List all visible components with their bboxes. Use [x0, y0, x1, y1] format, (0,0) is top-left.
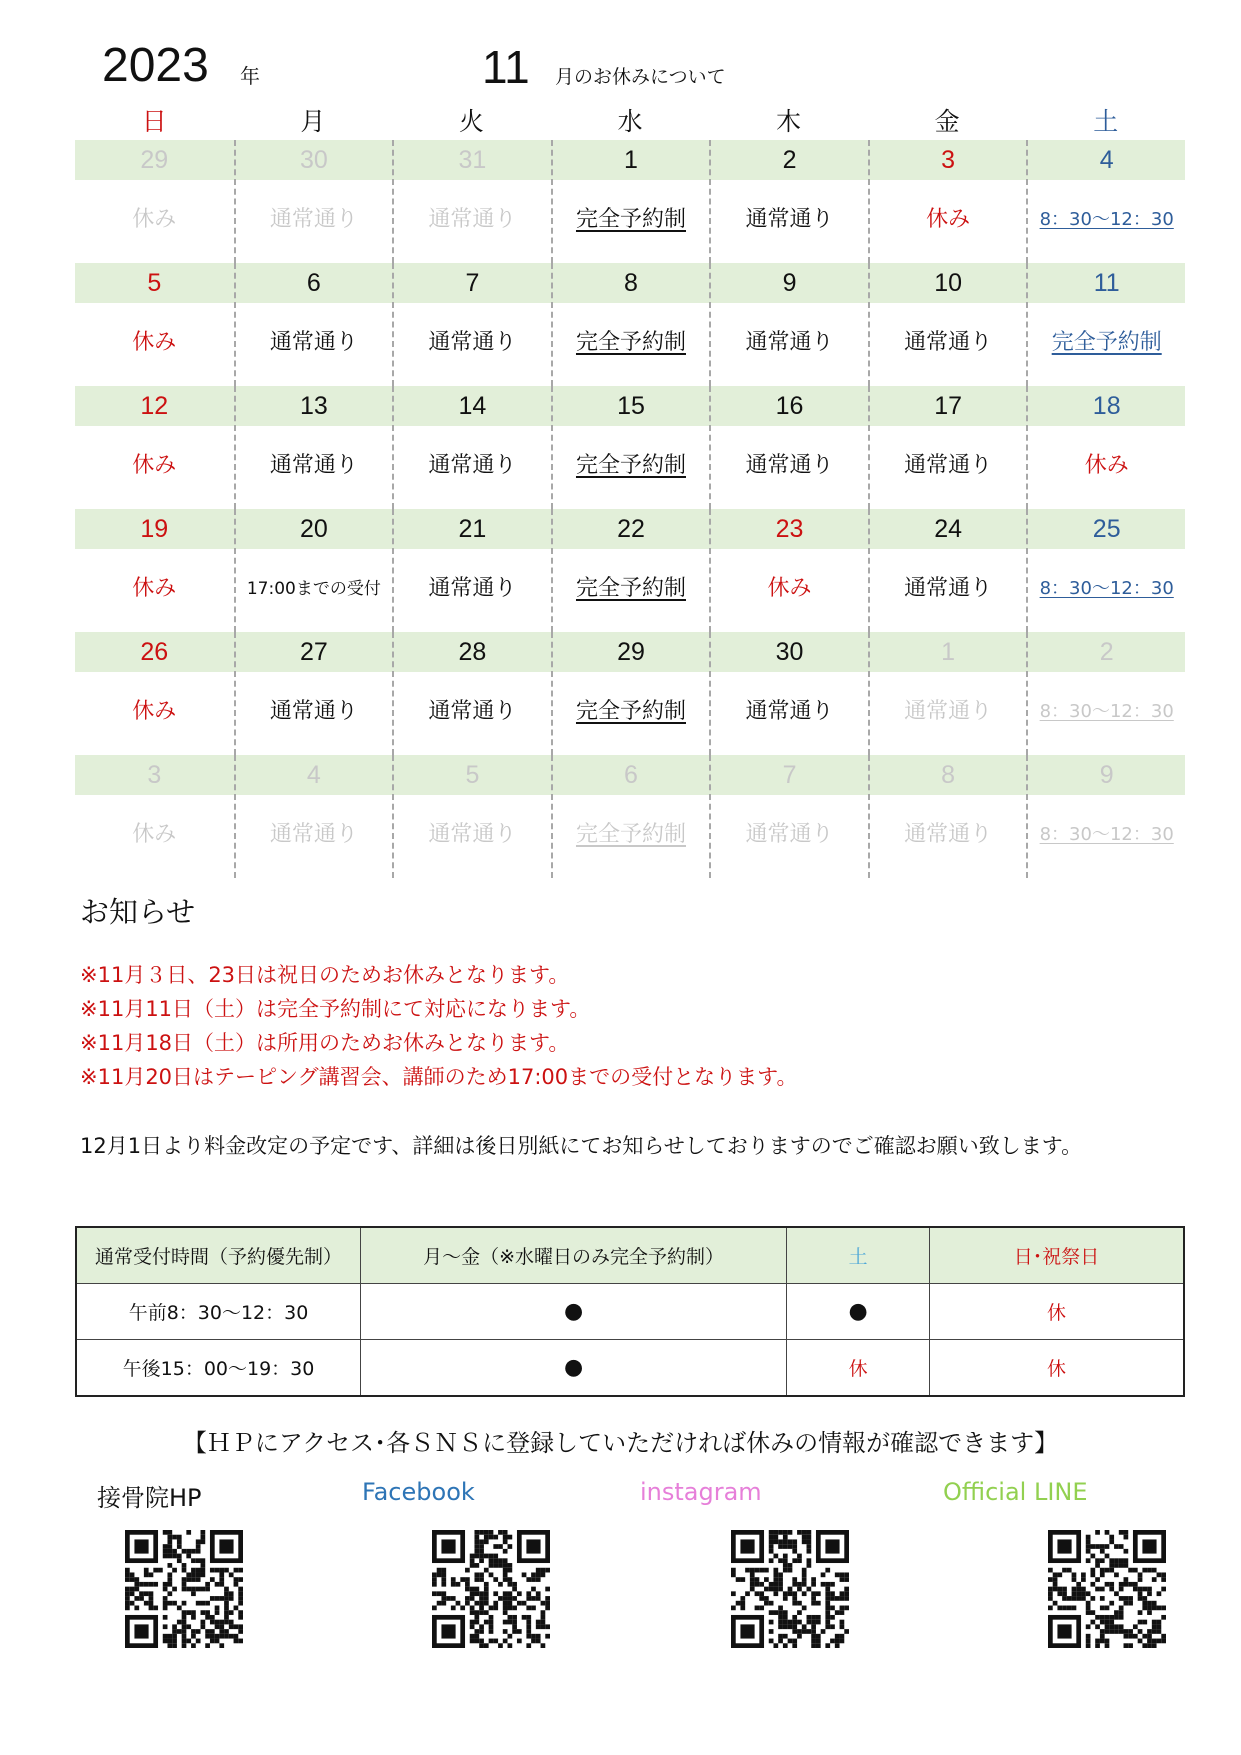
calendar-day: [234, 632, 393, 755]
day-status: 通常通り: [745, 822, 834, 847]
day-number: 6: [306, 269, 321, 297]
day-number: 24: [934, 515, 963, 543]
hours-cell: 午前8：30～12：30: [76, 1284, 361, 1340]
notice-item: ※11月20日はテーピング講習会、講師のため17:00までの受付となります。: [80, 1065, 798, 1089]
day-status: 完全予約制: [575, 207, 686, 232]
day-number: 27: [299, 638, 328, 666]
day-status: 通常通り: [904, 453, 993, 478]
calendar-day: [75, 755, 234, 878]
day-status: 休み: [132, 453, 177, 478]
day-number: 30: [775, 638, 804, 666]
day-status: 休み: [132, 822, 177, 847]
calendar-week: [75, 386, 1185, 509]
day-number: 29: [617, 638, 645, 666]
calendar-week: [75, 140, 1185, 263]
calendar-day: [868, 755, 1027, 878]
weekday-fri: 金: [934, 107, 960, 136]
day-status: 通常通り: [745, 207, 834, 232]
weekday-header: [75, 104, 1185, 140]
day-status: 休み: [767, 576, 812, 601]
day-number: 21: [458, 515, 487, 543]
day-status: 通常通り: [269, 453, 358, 478]
hours-cell: 午後15：00～19：30: [76, 1340, 361, 1397]
day-number: 14: [458, 392, 487, 420]
weekday-sun: 日: [141, 107, 167, 136]
day-number: 8: [624, 269, 638, 297]
calendar-day: [551, 632, 710, 755]
hours-header: 月～金（※水曜日のみ完全予約制）: [361, 1227, 787, 1284]
day-status: 通常通り: [269, 207, 358, 232]
day-status: 休み: [926, 207, 971, 232]
calendar-grid: [75, 140, 1185, 878]
calendar-day: [234, 140, 393, 263]
month: 11: [482, 41, 530, 93]
day-number: 2: [782, 146, 797, 174]
day-number: 3: [147, 761, 162, 789]
day-number: 7: [465, 269, 480, 297]
day-status: 8：30～12：30: [1039, 209, 1174, 230]
page-title: 月のお休みについて: [555, 66, 726, 88]
hours-cell: 休: [929, 1340, 1184, 1397]
day-status: 通常通り: [745, 453, 834, 478]
calendar-day: [551, 140, 710, 263]
hours-cell: 休: [787, 1340, 930, 1397]
day-status: 休み: [1084, 453, 1129, 478]
calendar-week: [75, 509, 1185, 632]
notice-item: ※11月18日（土）は所用のためお休みとなります。: [80, 1031, 570, 1055]
day-number: 23: [775, 515, 804, 543]
day-status: 通常通り: [428, 207, 517, 232]
day-number: 16: [775, 392, 804, 420]
day-number: 7: [782, 761, 797, 789]
day-status: 17:00までの受付: [246, 579, 381, 599]
calendar-day: [75, 509, 234, 632]
calendar-week: [75, 755, 1185, 878]
facebook-link[interactable]: Facebook: [362, 1478, 475, 1506]
calendar-day: [75, 386, 234, 509]
calendar-day: [1026, 509, 1185, 632]
hours-cell: ●: [361, 1284, 787, 1340]
calendar-day: [1026, 263, 1185, 386]
calendar-day: [709, 755, 868, 878]
day-number: 25: [1092, 515, 1121, 543]
day-status: 完全予約制: [1051, 330, 1162, 355]
day-status: 通常通り: [745, 699, 834, 724]
calendar-day: [75, 263, 234, 386]
homepage-qr-code-icon[interactable]: [125, 1530, 243, 1648]
day-number: 2: [1099, 638, 1114, 666]
sns-heading: 【ＨＰにアクセス･各ＳＮＳに登録していただければ休みの情報が確認できます】: [182, 1429, 1059, 1457]
weekday-tue: 火: [458, 107, 484, 136]
day-status: 通常通り: [745, 330, 834, 355]
day-number: 1: [624, 146, 638, 174]
calendar-day: [234, 386, 393, 509]
weekday-mon: 月: [300, 107, 326, 136]
hours-cell: 休: [929, 1284, 1184, 1340]
hours-header: 通常受付時間（予約優先制）: [76, 1227, 361, 1284]
day-number: 28: [458, 638, 487, 666]
weekday-wed: 水: [617, 107, 643, 136]
day-status: 8：30～12：30: [1039, 701, 1174, 722]
calendar-day: [392, 263, 551, 386]
day-status: 休み: [132, 576, 177, 601]
hours-table: [75, 1226, 1185, 1397]
calendar-day: [392, 140, 551, 263]
day-number: 5: [147, 269, 162, 297]
calendar-day: [392, 509, 551, 632]
calendar-day: [551, 509, 710, 632]
instagram-qr-code-icon[interactable]: [731, 1530, 849, 1648]
notice-item: ※11月３日、23日は祝日のためお休みとなります。: [80, 963, 570, 987]
day-status: 休み: [132, 330, 177, 355]
day-status: 通常通り: [428, 822, 517, 847]
day-status: 完全予約制: [575, 453, 686, 478]
day-number: 8: [941, 761, 956, 789]
calendar-day: [551, 755, 710, 878]
day-status: 通常通り: [428, 576, 517, 601]
day-number: 29: [140, 146, 169, 174]
day-number: 31: [458, 146, 487, 174]
line-qr-code-icon[interactable]: [1048, 1530, 1166, 1648]
day-status: 通常通り: [904, 576, 993, 601]
day-number: 17: [934, 392, 963, 420]
day-status: 通常通り: [269, 699, 358, 724]
day-number: 5: [465, 761, 480, 789]
day-status: 8：30～12：30: [1039, 578, 1174, 599]
calendar-day: [234, 509, 393, 632]
calendar-day: [392, 632, 551, 755]
calendar-day: [709, 632, 868, 755]
calendar-day: [1026, 755, 1185, 878]
calendar-day: [75, 632, 234, 755]
day-number: 9: [1099, 761, 1114, 789]
hours-header: 日･祝祭日: [929, 1227, 1184, 1284]
calendar-day: [551, 386, 710, 509]
notice-item: ※11月11日（土）は完全予約制にて対応になります。: [80, 997, 591, 1021]
day-status: 完全予約制: [575, 576, 686, 601]
day-number: 9: [782, 269, 797, 297]
calendar-day: [1026, 140, 1185, 263]
calendar-week: [75, 632, 1185, 755]
facebook-qr-code-icon[interactable]: [432, 1530, 550, 1648]
day-status: 休み: [132, 699, 177, 724]
day-status: 通常通り: [428, 699, 517, 724]
day-status: 完全予約制: [575, 822, 686, 847]
homepage-link[interactable]: 接骨院HP: [97, 1484, 202, 1512]
day-status: 通常通り: [269, 330, 358, 355]
calendar-day: [868, 509, 1027, 632]
day-status: 8：30～12：30: [1039, 824, 1174, 845]
day-status: 通常通り: [904, 330, 993, 355]
day-status: 通常通り: [428, 330, 517, 355]
calendar-week: [75, 263, 1185, 386]
day-status: 完全予約制: [575, 699, 686, 724]
day-number: 19: [140, 515, 169, 543]
weekday-sat: 土: [1093, 107, 1119, 136]
calendar-day: [868, 632, 1027, 755]
calendar-day: [868, 140, 1027, 263]
calendar-day: [392, 755, 551, 878]
day-number: 4: [306, 761, 321, 789]
day-status: 通常通り: [269, 822, 358, 847]
calendar-day: [234, 755, 393, 878]
day-number: 11: [1093, 269, 1120, 297]
day-number: 3: [941, 146, 956, 174]
day-number: 4: [1099, 146, 1114, 174]
notice-heading: お知らせ: [80, 895, 196, 929]
calendar-day: [392, 386, 551, 509]
calendar-day: [551, 263, 710, 386]
calendar-day: [1026, 632, 1185, 755]
day-status: 休み: [132, 207, 177, 232]
calendar-day: [709, 263, 868, 386]
day-number: 15: [617, 392, 645, 420]
line-link[interactable]: Official LINE: [943, 1478, 1088, 1506]
instagram-link[interactable]: instagram: [640, 1478, 762, 1506]
day-status: 完全予約制: [575, 330, 686, 355]
day-number: 12: [140, 392, 169, 420]
day-number: 6: [624, 761, 638, 789]
fee-change-info: 12月1日より料金改定の予定です、詳細は後日別紙にてお知らせしておりますのでご確認お願い致します。: [80, 1134, 1083, 1158]
day-number: 20: [299, 515, 328, 543]
calendar-day: [709, 140, 868, 263]
day-status: 通常通り: [428, 453, 517, 478]
hours-cell: ●: [361, 1340, 787, 1397]
day-number: 30: [299, 146, 328, 174]
calendar-day: [709, 386, 868, 509]
calendar-day: [234, 263, 393, 386]
calendar-day: [868, 263, 1027, 386]
day-status: 通常通り: [904, 699, 993, 724]
hours-header: 土: [787, 1227, 930, 1284]
notice-list: [80, 958, 797, 1094]
calendar-day: [75, 140, 234, 263]
calendar-day: [868, 386, 1027, 509]
day-status: 通常通り: [904, 822, 993, 847]
year: 2023: [102, 39, 209, 92]
hours-cell: ●: [787, 1284, 930, 1340]
calendar-day: [1026, 386, 1185, 509]
table-row: [76, 1340, 1184, 1397]
day-number: 18: [1092, 392, 1121, 420]
day-number: 26: [140, 638, 169, 666]
weekday-thu: 木: [776, 107, 802, 136]
day-number: 13: [299, 392, 328, 420]
table-row: [76, 1284, 1184, 1340]
year-suffix: 年: [240, 64, 260, 88]
day-number: 22: [617, 515, 645, 543]
day-number: 10: [934, 269, 963, 297]
day-number: 1: [941, 638, 956, 666]
calendar-day: [709, 509, 868, 632]
